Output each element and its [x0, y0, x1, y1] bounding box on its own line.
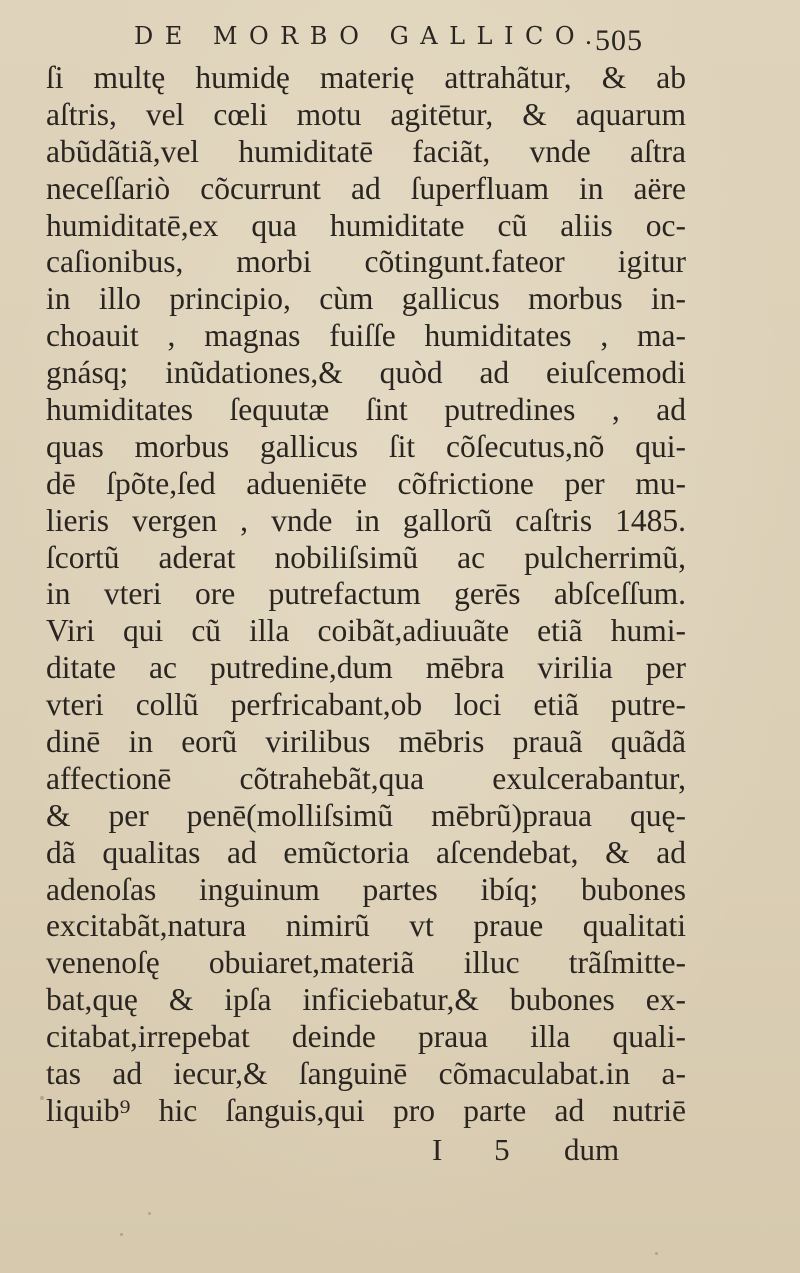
text-line: bat,quę & ipſa inficiebatur,& bubones ex- [46, 982, 686, 1018]
catchword: dum [564, 1132, 620, 1167]
text-line: dinē in eorũ virilibus mēbris prauã quãdã [46, 724, 686, 760]
text-line: venenoſę obuiaret,materiã illuc trãſmitte- [46, 945, 686, 981]
text-line: in illo principio, cùm gallicus morbus in- [46, 281, 686, 317]
text-line: citabat,irrepebat deinde praua illa quali- [46, 1019, 686, 1055]
text-line: humiditates ſequutæ ſint putredines , ad [46, 392, 686, 428]
text-line: abũdãtiã,vel humiditatē faciãt, vnde aſtra [46, 133, 686, 169]
paper-speck [655, 1252, 658, 1255]
text-line: neceſſariò cõcurrunt ad ſuperfluam in aëre [46, 170, 686, 206]
text-line: ſi multę humidę materię attrahãtur, & ab [46, 60, 686, 95]
page-header [0, 18, 800, 58]
text-line: caſionibus, morbi cõtingunt.fateor igitur [46, 244, 686, 280]
text-line: affectionē cõtrahebãt,qua exulcerabantur, [46, 760, 686, 796]
text-line: dē ſpõte,ſed adueniēte cõfrictione per mu- [46, 465, 686, 501]
page-footer [0, 1132, 800, 1172]
paper-speck [120, 1233, 123, 1236]
text-line: excitabãt,natura nimirũ vt praue qualitati [46, 908, 686, 944]
signature-mark: I 5 [432, 1132, 532, 1167]
text-line: lieris vergen , vnde in gallorũ caſtris 1485. [46, 502, 686, 538]
text-line: humiditatē,ex qua humiditate cũ aliis oc- [46, 207, 686, 243]
text-line: Viri qui cũ illa coibãt,adiuuãte etiã humi- [46, 613, 686, 649]
text-line: adenoſas inguinum partes ibíq; bubones [46, 871, 686, 907]
text-line: ditate ac putredine,dum mēbra virilia per [46, 650, 686, 686]
text-line: vteri collũ perfricabant,ob loci etiã putre- [46, 687, 686, 723]
text-line: quas morbus gallicus ſit cõſecutus,nõ qui- [46, 428, 686, 464]
text-line: choauit , magnas fuiſſe humiditates , ma- [46, 318, 686, 354]
text-line: aſtris, vel cœli motu agitētur, & aquarum [46, 96, 686, 132]
page-number: 505 [595, 24, 643, 57]
paper-speck [148, 1212, 151, 1215]
text-line: gnásq; inũdationes,& quòd ad eiuſcemodi [46, 355, 686, 391]
running-title: DE MORBO GALLICO. [134, 22, 604, 50]
text-line: tas ad iecur,& ſanguinē cõmaculabat.in a- [46, 1056, 686, 1092]
paper-speck [40, 1096, 44, 1100]
text-line: & per penē(molliſsimũ mēbrũ)praua quę- [46, 797, 686, 833]
text-line: liquib⁹ hic ſanguis,qui pro parte ad nutriē [46, 1092, 686, 1128]
text-line: ſcortũ aderat nobiliſsimũ ac pulcherrimũ, [46, 539, 686, 575]
text-line: in vteri ore putrefactum gerēs abſceſſum. [46, 576, 686, 612]
text-line: dã qualitas ad emũctoria aſcendebat, & ad [46, 834, 686, 870]
body-text [46, 60, 686, 1130]
